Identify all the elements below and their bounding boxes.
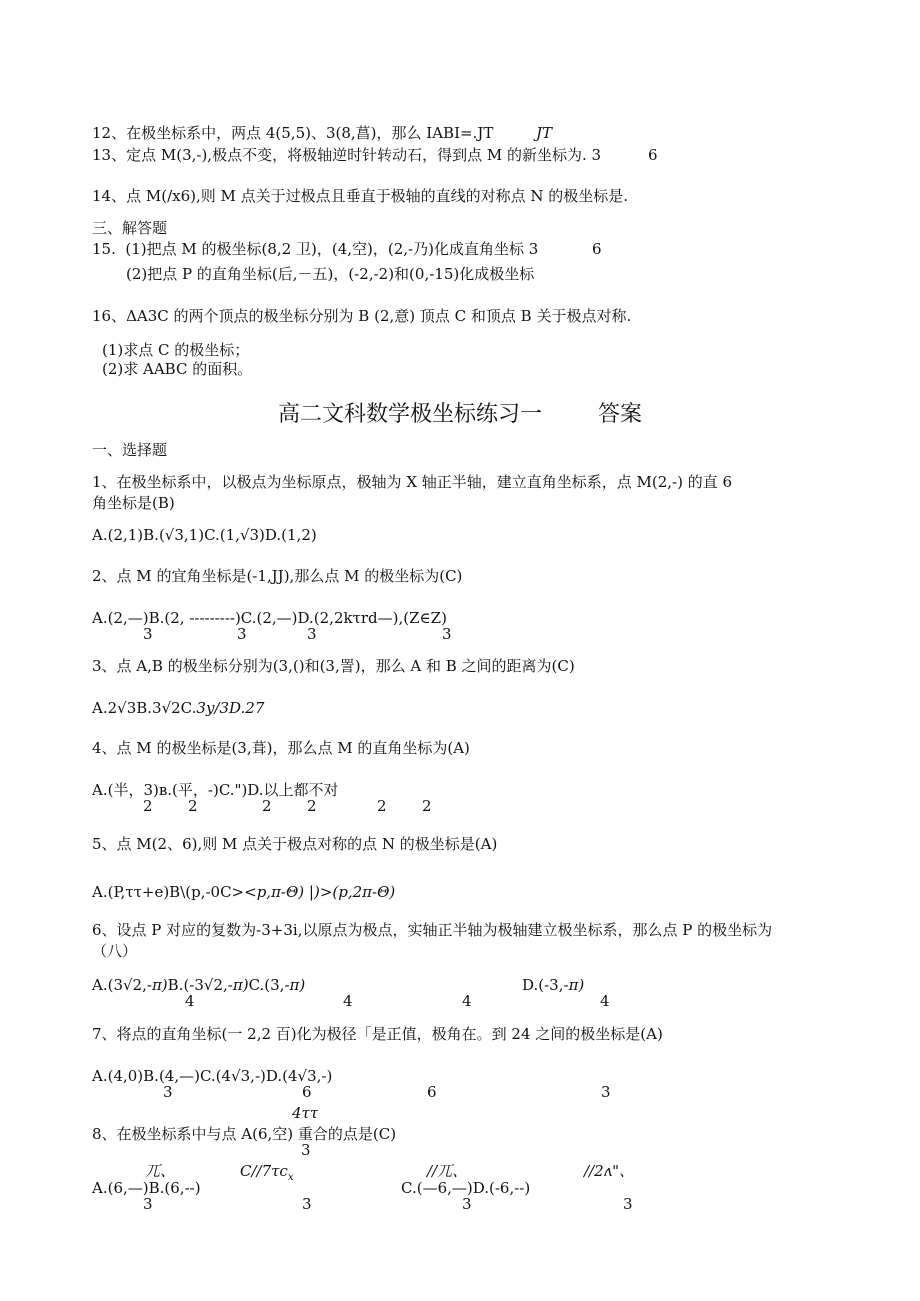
answer-8-superscript: 4ττ — [292, 1104, 319, 1122]
answer-6-opt-b-pi: -π) — [227, 976, 249, 994]
page-title: 高二文科数学极坐标练习一 答案 — [278, 402, 642, 427]
answer-7-sub-2: 6 — [302, 1083, 312, 1101]
question-13-tail: 6 — [648, 146, 658, 164]
answer-1-question: 1、在极坐标系中，以极点为坐标原点，极轴为 X 轴正半轴，建立直角坐标系，点 M(2,-) 的直 6 — [92, 473, 733, 491]
answer-6-sub-3: 4 — [462, 992, 472, 1010]
answer-8-over-2 — [240, 1162, 293, 1187]
answer-2-question: 2、点 M 的宜角坐标是(-1,JJ),那么点 M 的极坐标为(C) — [92, 567, 463, 585]
answer-6-sub-4: 4 — [600, 992, 610, 1010]
answer-4-sub-1: 2 — [143, 797, 153, 815]
answer-4-sub-6: 2 — [422, 797, 432, 815]
answer-2-sub-4: 3 — [442, 625, 452, 643]
answer-6-question-cont: （八） — [92, 942, 138, 960]
answer-8-options-cd: C.(—6,—)D.(-6,--) — [401, 1179, 531, 1197]
answer-2-sub-3: 3 — [307, 625, 317, 643]
answer-4-options: A.(半，3)в.(平，-)C.")D.以上都不对 — [92, 781, 339, 799]
answer-5-options-a: A.(P,ττ+e)B\(p,-0C> — [92, 883, 245, 901]
answer-5-question: 5、点 M(2、6),则 M 点关于极点对称的点 N 的极坐标是(A) — [92, 835, 498, 853]
answer-6-opt-c: C.(3, — [248, 976, 285, 994]
answer-3-options-b: 3y/3D.27 — [196, 699, 265, 717]
answer-1-question-cont: 角坐标是(B) — [92, 494, 175, 512]
answer-6-question: 6、设点 P 对应的复数为-3+3i,以原点为极点，实轴正半轴为极轴建立极坐标系，那么点 P 的极坐标为 — [92, 921, 773, 939]
section-3-heading: 三、解答题 — [92, 219, 168, 237]
answer-3-question: 3、点 A,B 的极坐标分别为(3,()和(3,詈)，那么 A 和 B 之间的距离为(C) — [92, 657, 575, 675]
answer-1-options: A.(2,1)B.(√3,1)C.(1,√3)D.(1,2) — [92, 526, 317, 544]
answer-8-question: 8、在极坐标系中与点 A(6,空) 重合的点是(C) — [92, 1125, 397, 1143]
answer-6-sub-1: 4 — [185, 992, 195, 1010]
answer-7-sub-1: 3 — [163, 1083, 173, 1101]
answer-3-options-a: A.2√3B.3√2C. — [92, 699, 197, 717]
answer-8-question-sub: 3 — [301, 1141, 311, 1159]
answer-8-over-2-sub: x — [287, 1172, 294, 1183]
answer-6-opt-d: D.(-3, — [522, 976, 564, 994]
question-16-part-1: (1)求点 C 的极坐标； — [102, 341, 250, 359]
answer-3-options — [92, 699, 264, 717]
answer-6-opt-a: A.(3√2, — [92, 976, 147, 994]
question-16: 16、ΔA3C 的两个顶点的极坐标分别为 B (2,意) 顶点 C 和顶点 B 关于极点对称. — [92, 307, 632, 325]
answer-2-sub-1: 3 — [143, 625, 153, 643]
question-16-part-2: (2)求 AABC 的面积。 — [102, 360, 253, 378]
answer-6-sub-2: 4 — [343, 992, 353, 1010]
answer-8-over-2-main: C//7τc — [240, 1162, 288, 1180]
answer-7-sub-3: 6 — [427, 1083, 437, 1101]
answer-8-sub-4: 3 — [623, 1195, 633, 1213]
answer-8-over-3: //兀、 — [427, 1162, 468, 1180]
answer-6-opt-c-pi: -π) — [284, 976, 306, 994]
answer-8-sub-1: 3 — [143, 1195, 153, 1213]
question-15-part-1-tail: 6 — [592, 240, 602, 258]
answer-6-opt-a-pi: -π) — [146, 976, 168, 994]
answer-8-over-4: //2ʌ"、 — [584, 1162, 635, 1180]
answer-4-sub-5: 2 — [377, 797, 387, 815]
question-13: 13、定点 M(3,-),极点不变，将极轴逆时针转动石，得到点 M 的新坐标为. 3 — [92, 146, 602, 164]
answer-4-sub-2: 2 — [188, 797, 198, 815]
answer-2-options: A.(2,—)B.(2, ---------)C.(2,—)D.(2,2kτrd—),(Z∈Z) — [92, 609, 447, 627]
answer-6-opt-b: B.(-3√2, — [167, 976, 228, 994]
question-15-part-2: (2)把点 P 的直角坐标(后,－五)，(-2,-2)和(0,-15)化成极坐标 — [126, 265, 535, 283]
question-15-part-1: 15. (1)把点 M 的极坐标(8,2 卫)，(4,空)，(2,-乃)化成直角坐标 3 — [92, 240, 539, 258]
answer-8-sub-2: 3 — [302, 1195, 312, 1213]
answer-5-options — [92, 883, 395, 901]
section-1-heading: 一、选择题 — [92, 441, 168, 459]
answer-4-question: 4、点 M 的极坐标是(3,葺)，那么点 M 的直角坐标为(A) — [92, 739, 470, 757]
answer-4-sub-3: 2 — [262, 797, 272, 815]
answer-8-over-1: 兀、 — [145, 1162, 176, 1180]
answer-7-sub-4: 3 — [601, 1083, 611, 1101]
question-12: 12、在极坐标系中，两点 4(5,5)、3(8,菖)，那么 IABI=.JT — [92, 124, 494, 142]
answer-4-sub-4: 2 — [307, 797, 317, 815]
question-12-tail: JT — [536, 124, 553, 142]
question-14: 14、点 M(/x6),则 M 点关于过极点且垂直于极轴的直线的对称点 N 的极坐标是. — [92, 187, 629, 205]
answer-8-options-ab: A.(6,—)B.(6,--) — [92, 1179, 201, 1197]
answer-7-question: 7、将点的直角坐标(一 2,2 百)化为极径「是正值，极角在。到 24 之间的极坐标是(A) — [92, 1025, 663, 1043]
answer-7-options: A.(4,0)B.(4,—)C.(4√3,-)D.(4√3,-) — [92, 1067, 333, 1085]
answer-8-sub-3: 3 — [462, 1195, 472, 1213]
answer-6-opt-d-pi: -π) — [563, 976, 585, 994]
answer-2-sub-2: 3 — [237, 625, 247, 643]
answer-6-options — [92, 976, 305, 994]
answer-5-options-b: <p,π-Θ) |)>(p,2π-Θ) — [244, 883, 396, 901]
answer-6-option-d — [522, 976, 584, 994]
